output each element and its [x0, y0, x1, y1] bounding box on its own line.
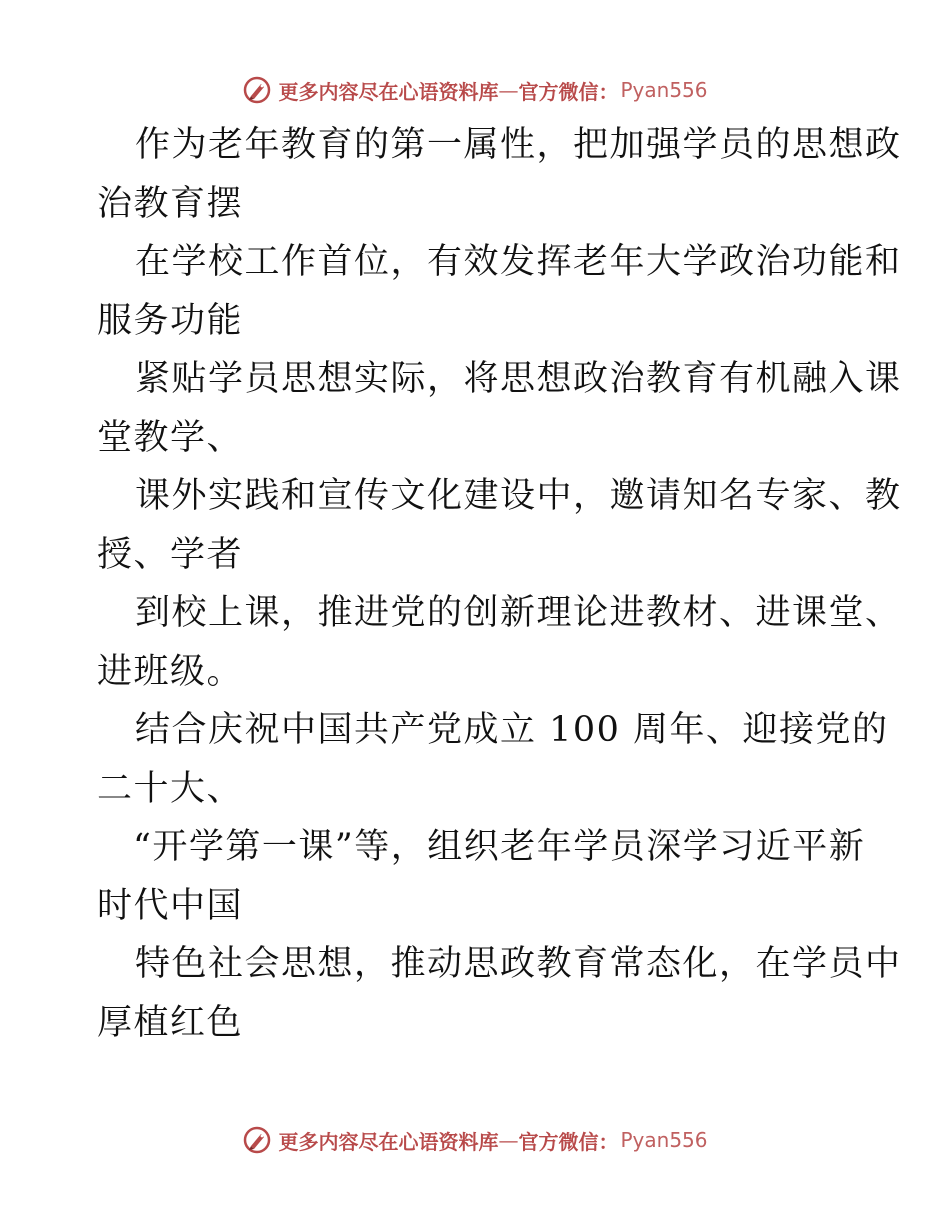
- body-line: 在学校工作首位，有效发挥老年大学政治功能和: [135, 242, 902, 282]
- footer-wechat-label: 官方微信：: [518, 1129, 619, 1154]
- body-line: 授、学者: [97, 534, 244, 575]
- header-dash: —: [498, 78, 519, 102]
- body-line: 服务功能: [97, 300, 244, 341]
- body-line: 结合庆祝中国共产党成立 100 周年、迎接党的: [135, 710, 889, 750]
- body-line: “开学第一课”等，组织老年学员深学习近平新: [133, 827, 866, 867]
- header-banner: [0, 70, 950, 110]
- body-line: 特色社会思想，推动思政教育常态化，在学员中: [135, 944, 902, 984]
- document-body: [97, 116, 902, 1052]
- header-wechat-id: Pyan556: [620, 78, 708, 102]
- footer-dash: —: [498, 1128, 519, 1152]
- header-wechat-label: 官方微信：: [518, 79, 619, 104]
- footer-wechat-id: Pyan556: [620, 1128, 708, 1152]
- body-line: 课外实践和宣传文化建设中，邀请知名专家、教: [135, 476, 902, 516]
- header-site-text: 更多内容尽在心语资料库: [278, 79, 499, 104]
- footer-banner: [0, 1120, 950, 1160]
- body-line: 厚植红色: [97, 1002, 244, 1043]
- body-line: 时代中国: [97, 885, 244, 926]
- pen-nib-logo-icon: [242, 75, 272, 105]
- body-line: 二十大、: [97, 768, 244, 809]
- body-line: 紧贴学员思想实际，将思想政治教育有机融入课: [135, 359, 902, 399]
- body-line: 到校上课，推进党的创新理论进教材、进课堂、: [135, 593, 902, 633]
- pen-nib-logo-icon: [242, 1125, 272, 1155]
- body-line: 治教育摆: [97, 183, 244, 224]
- body-line: 堂教学、: [97, 417, 244, 458]
- body-line: 进班级。: [97, 651, 244, 692]
- footer-site-text: 更多内容尽在心语资料库: [278, 1129, 499, 1154]
- body-line: 作为老年教育的第一属性，把加强学员的思想政: [135, 125, 902, 165]
